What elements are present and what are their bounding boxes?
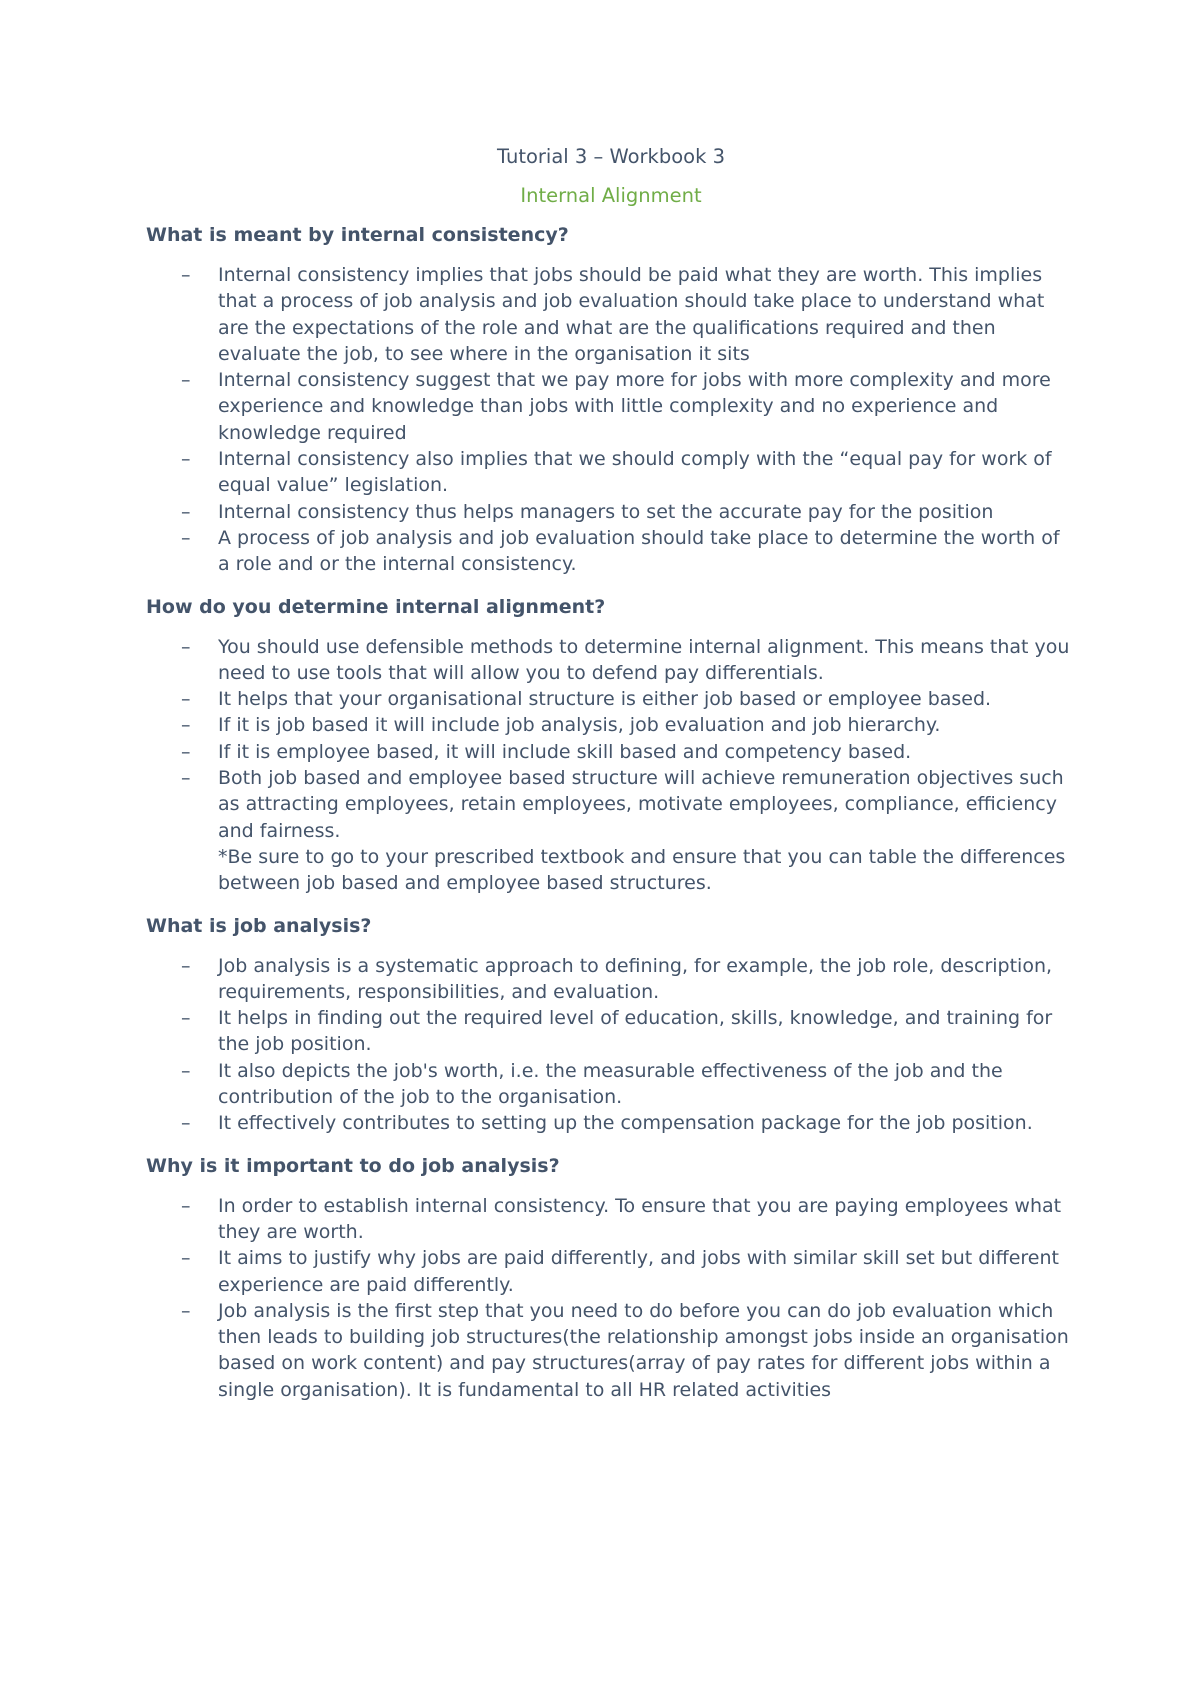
dash-bullet: – bbox=[181, 1247, 191, 1270]
list-item: – It helps in finding out the required level of education, skills, knowledge, and training for the job position. bbox=[181, 1007, 1053, 1056]
dash-bullet: – bbox=[181, 688, 191, 711]
dash-bullet: – bbox=[181, 635, 191, 658]
dash-bullet: – bbox=[181, 1059, 191, 1082]
document-page bbox=[146, 138, 1076, 1417]
bullet-list bbox=[146, 953, 1076, 1137]
textbook-note: *Be sure to go to your prescribed textbook and ensure that you can table the differences between job based and employee based structures. bbox=[218, 845, 1066, 895]
section-internal-consistency bbox=[146, 220, 1076, 578]
bullet-list bbox=[146, 262, 1076, 578]
dash-bullet: – bbox=[181, 767, 191, 790]
section-job-analysis-importance bbox=[146, 1151, 1076, 1403]
list-item: – A process of job analysis and job evaluation should take place to determine the worth of a role and or the internal consistency. bbox=[181, 526, 1060, 576]
dash-bullet: – bbox=[181, 369, 191, 392]
list-item: – It also depicts the job's worth, i.e. the measurable effectiveness of the job and the contribution of the job to the organisation. bbox=[181, 1059, 1003, 1109]
dash-bullet: – bbox=[181, 1007, 191, 1030]
list-item: – If it is employee based, it will include skill based and competency based. bbox=[146, 739, 1076, 765]
list-item: – Internal consistency also implies that we should comply with the “equal pay for work of equal value” legislation. bbox=[181, 448, 1052, 497]
dash-bullet: – bbox=[181, 954, 191, 977]
list-item: – Job analysis is the first step that you need to do before you can do job evaluation which then leads to building job structures(the relationship amongst jobs inside an organisation based on work content) and pay structures(array of pay rates for different jobs within a single organisation). It is fundamental to all HR related activities bbox=[181, 1299, 1069, 1401]
list-item: – Both job based and employee based structure will achieve remuneration objectives such as attracting employees, retain employees, motivate employees, compliance, efficiency and fairness. *Be sure to go to your prescribed textbook and ensure that you can table the differences between job based and employee based structures. bbox=[146, 765, 1076, 896]
section-heading: What is job analysis? bbox=[146, 914, 372, 937]
list-item: – You should use defensible methods to determine internal alignment. This means that you need to use tools that will allow you to defend pay differentials. bbox=[181, 635, 1070, 684]
dash-bullet: – bbox=[181, 526, 191, 549]
dash-bullet: – bbox=[181, 1112, 191, 1135]
list-item: – In order to establish internal consistency. To ensure that you are paying employees what they are worth. bbox=[181, 1194, 1062, 1243]
list-item: – It effectively contributes to setting up the compensation package for the job position. bbox=[146, 1110, 1076, 1136]
dash-bullet: – bbox=[181, 500, 191, 523]
dash-bullet: – bbox=[181, 1299, 191, 1322]
dash-bullet: – bbox=[181, 448, 191, 471]
dash-bullet: – bbox=[181, 1194, 191, 1217]
list-item: – If it is job based it will include job analysis, job evaluation and job hierarchy. bbox=[146, 712, 1076, 738]
list-item: – Job analysis is a systematic approach to defining, for example, the job role, description, requirements, responsibilities, and evaluation. bbox=[181, 954, 1053, 1003]
bullet-list bbox=[146, 634, 1076, 897]
list-item: – Internal consistency implies that jobs should be paid what they are worth. This implies that a process of job analysis and job evaluation should take place to understand what are the expectations of the role and what are the qualifications required and then evaluate the job, to see where in the organisation it sits bbox=[181, 264, 1045, 365]
section-heading: Why is it important to do job analysis? bbox=[146, 1154, 560, 1177]
section-internal-alignment bbox=[146, 592, 1076, 897]
section-heading: How do you determine internal alignment? bbox=[146, 595, 606, 618]
dash-bullet: – bbox=[181, 264, 191, 286]
document-title: Tutorial 3 – Workbook 3 bbox=[497, 145, 725, 168]
dash-bullet: – bbox=[181, 714, 191, 737]
list-item: – Internal consistency suggest that we pay more for jobs with more complexity and more experience and knowledge than jobs with little complexity and no experience and knowledge required bbox=[181, 369, 1051, 444]
dash-bullet: – bbox=[181, 740, 191, 763]
list-item: – Internal consistency thus helps managers to set the accurate pay for the position bbox=[146, 499, 1076, 525]
bullet-list bbox=[146, 1193, 1076, 1403]
list-item: – It helps that your organisational structure is either job based or employee based. bbox=[146, 686, 1076, 712]
section-heading: What is meant by internal consistency? bbox=[146, 224, 569, 246]
section-job-analysis bbox=[146, 911, 1076, 1137]
list-item: – It aims to justify why jobs are paid differently, and jobs with similar skill set but different experience are paid differently. bbox=[181, 1247, 1059, 1296]
document-subtitle: Internal Alignment bbox=[520, 184, 702, 207]
